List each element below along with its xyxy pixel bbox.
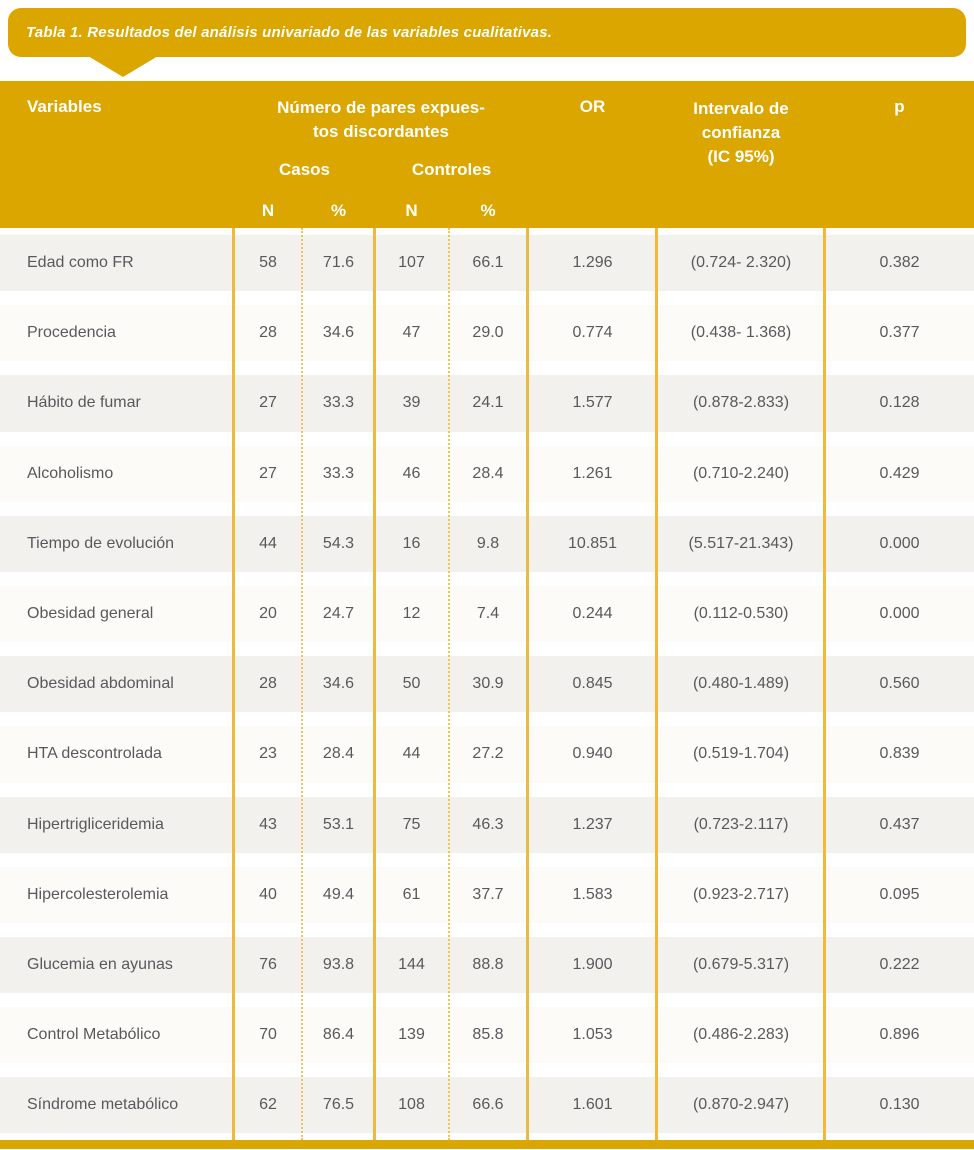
cell-casos-pct: 33.3 [322, 464, 355, 482]
cell-casos-pct: 86.4 [322, 1026, 355, 1044]
header-casos-pct: % [330, 201, 347, 220]
cell-variable: HTA descontrolada [27, 745, 162, 763]
cell-variable: Hábito de fumar [27, 394, 141, 412]
cell-casos-n: 62 [259, 1096, 277, 1114]
table-row [0, 790, 974, 860]
cell-casos-pct: 28.4 [322, 745, 355, 763]
header-controles: Controles [411, 160, 492, 179]
cell-ic: (0.724- 2.320) [690, 254, 792, 272]
cell-variable: Síndrome metabólico [27, 1096, 179, 1114]
cell-casos-pct: 33.3 [322, 394, 355, 412]
header-ic-line3: (IC 95%) [707, 147, 775, 166]
header-group-pares-discordantes [234, 81, 528, 228]
cell-controles-n: 46 [402, 464, 421, 482]
cell-ic: (5.517-21.343) [688, 534, 794, 552]
cell-casos-n: 23 [259, 745, 277, 763]
cell-controles-n: 75 [402, 815, 421, 833]
cell-controles-n: 16 [402, 534, 421, 552]
table-body-rows [0, 228, 974, 1140]
cell-variable: Hipercolesterolemia [27, 885, 169, 903]
cell-controles-pct: 37.7 [472, 885, 504, 903]
header-p: p [894, 97, 905, 116]
cell-casos-pct: 24.7 [322, 605, 355, 623]
header-controles-pct: % [480, 201, 496, 220]
table-row [0, 579, 974, 649]
cell-casos-n: 70 [259, 1026, 277, 1044]
header-ic-line2: confianza [701, 123, 781, 142]
table-row [0, 298, 974, 368]
cell-variable: Alcoholismo [27, 464, 114, 482]
table-row [0, 930, 974, 1000]
data-table [0, 81, 974, 1149]
cell-controles-pct: 29.0 [472, 324, 504, 342]
cell-p: 0.095 [879, 885, 920, 903]
cell-controles-n: 61 [402, 885, 421, 903]
cell-or: 0.774 [572, 324, 613, 342]
cell-controles-n: 47 [402, 324, 421, 342]
cell-ic: (0.112-0.530) [693, 605, 789, 623]
cell-casos-n: 58 [259, 254, 277, 272]
table-title-bar [8, 8, 966, 57]
cell-controles-pct: 46.3 [472, 815, 504, 833]
header-casos: Casos [278, 160, 331, 179]
cell-controles-pct: 66.6 [472, 1096, 504, 1114]
cell-casos-n: 40 [259, 885, 277, 903]
cell-casos-pct: 93.8 [322, 955, 355, 973]
header-subgroup-row [234, 160, 528, 180]
cell-controles-n: 44 [402, 745, 421, 763]
callout-pointer-triangle [88, 56, 158, 77]
cell-p: 0.128 [879, 394, 920, 412]
cell-p: 0.000 [879, 534, 920, 552]
cell-ic: (0.679-5.317) [692, 955, 790, 973]
table-row [0, 860, 974, 930]
cell-casos-pct: 34.6 [322, 324, 355, 342]
table-header [0, 81, 974, 228]
cell-casos-n: 27 [259, 464, 277, 482]
cell-variable: Obesidad abdominal [27, 675, 174, 693]
cell-variable: Obesidad general [27, 605, 154, 623]
cell-controles-pct: 24.1 [472, 394, 504, 412]
cell-p: 0.429 [879, 464, 920, 482]
header-intervalo-confianza [657, 81, 825, 228]
cell-ic: (0.923-2.717) [692, 885, 790, 903]
cell-controles-n: 139 [398, 1026, 425, 1044]
header-group-line2: tos discordantes [312, 122, 450, 141]
cell-or: 1.601 [572, 1096, 613, 1114]
header-controles-n: N [405, 201, 418, 220]
cell-casos-n: 27 [259, 394, 277, 412]
cell-controles-n: 108 [398, 1096, 425, 1114]
table-row [0, 228, 974, 298]
cell-or: 1.900 [572, 955, 613, 973]
cell-casos-n: 43 [259, 815, 277, 833]
cell-ic: (0.870-2.947) [692, 1096, 790, 1114]
cell-casos-n: 28 [259, 324, 277, 342]
cell-or: 10.851 [568, 534, 617, 552]
table-title: Tabla 1. Resultados del análisis univariado de las variables cualitativas. [26, 24, 553, 41]
cell-p: 0.560 [879, 675, 920, 693]
cell-p: 0.437 [879, 815, 920, 833]
cell-casos-n: 76 [259, 955, 277, 973]
cell-controles-pct: 66.1 [472, 254, 504, 272]
cell-casos-n: 44 [259, 534, 277, 552]
table-row [0, 719, 974, 789]
table-row [0, 368, 974, 438]
cell-variable: Procedencia [27, 324, 116, 342]
cell-ic: (0.878-2.833) [692, 394, 790, 412]
cell-controles-pct: 28.4 [472, 464, 504, 482]
table-row [0, 649, 974, 719]
cell-ic: (0.710-2.240) [692, 464, 790, 482]
cell-or: 1.296 [572, 254, 613, 272]
cell-controles-pct: 7.4 [476, 605, 500, 623]
cell-ic: (0.486-2.283) [692, 1026, 790, 1044]
cell-casos-pct: 76.5 [322, 1096, 355, 1114]
cell-variable: Control Metabólico [27, 1026, 161, 1044]
cell-p: 0.382 [879, 254, 920, 272]
table-row [0, 509, 974, 579]
cell-or: 1.261 [572, 464, 613, 482]
cell-or: 0.845 [572, 675, 613, 693]
cell-or: 1.237 [572, 815, 613, 833]
header-variables: Variables [27, 97, 102, 116]
cell-casos-n: 28 [259, 675, 277, 693]
cell-ic: (0.438- 1.368) [690, 324, 792, 342]
cell-variable: Tiempo de evolución [27, 534, 175, 552]
header-group-line1: Número de pares expues- [277, 98, 485, 117]
cell-p: 0.896 [879, 1026, 920, 1044]
cell-or: 1.583 [572, 885, 613, 903]
cell-casos-pct: 71.6 [322, 254, 355, 272]
cell-p: 0.222 [879, 955, 920, 973]
cell-casos-pct: 49.4 [322, 885, 355, 903]
cell-variable: Edad como FR [27, 254, 134, 272]
cell-controles-n: 39 [402, 394, 421, 412]
cell-ic: (0.723-2.117) [693, 815, 789, 833]
cell-casos-n: 20 [259, 605, 277, 623]
cell-p: 0.130 [879, 1096, 920, 1114]
header-casos-n: N [261, 201, 275, 220]
cell-controles-n: 50 [402, 675, 421, 693]
cell-p: 0.000 [879, 605, 920, 623]
table-body [0, 228, 974, 1140]
table-bottom-bar [0, 1140, 974, 1149]
cell-controles-n: 107 [398, 254, 425, 272]
table-row [0, 1000, 974, 1070]
header-n-pct-row [234, 201, 528, 221]
header-group-title [234, 81, 528, 144]
cell-casos-pct: 53.1 [322, 815, 355, 833]
cell-or: 0.244 [572, 605, 613, 623]
table-row [0, 1070, 974, 1140]
cell-controles-pct: 85.8 [472, 1026, 504, 1044]
cell-variable: Glucemia en ayunas [27, 955, 173, 973]
cell-ic: (0.519-1.704) [692, 745, 790, 763]
header-ic-line1: Intervalo de [693, 99, 789, 118]
cell-or: 1.053 [572, 1026, 613, 1044]
header-or: OR [579, 97, 606, 116]
cell-variable: Hipertrigliceridemia [27, 815, 164, 833]
cell-p: 0.377 [879, 324, 920, 342]
cell-controles-n: 144 [398, 955, 425, 973]
cell-ic: (0.480-1.489) [692, 675, 790, 693]
cell-casos-pct: 54.3 [322, 534, 355, 552]
table-row [0, 439, 974, 509]
cell-controles-n: 12 [402, 605, 421, 623]
cell-casos-pct: 34.6 [322, 675, 355, 693]
cell-p: 0.839 [879, 745, 920, 763]
cell-controles-pct: 88.8 [472, 955, 504, 973]
cell-or: 1.577 [572, 394, 613, 412]
cell-controles-pct: 30.9 [472, 675, 504, 693]
cell-controles-pct: 27.2 [472, 745, 504, 763]
cell-controles-pct: 9.8 [476, 534, 500, 552]
cell-or: 0.940 [572, 745, 613, 763]
